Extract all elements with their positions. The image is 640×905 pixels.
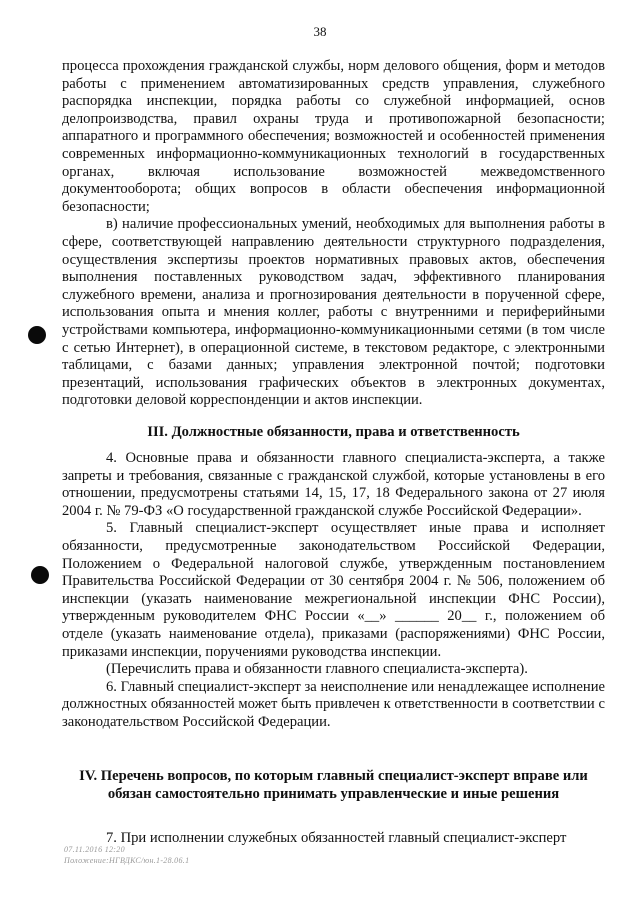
page-number: 38: [313, 24, 327, 39]
knowledge-paragraph-tail: процесса прохождения гражданской службы, норм делового общения, форм и методов работы с применением автоматизированных средств управления, служебного распорядка инспекции, порядка работы со служебной информацией, основ делопроизводства, правил охраны труда и противопожарной безопасности; аппаратного и программного обеспечения; возможностей и особенностей применения современных информационно-коммуникационных технологий в государственных органах, включая использование возможностей межведомственного документооборота; общих вопросов в области обеспечения информационной безопасности;: [62, 58, 605, 215]
paragraph-4: 4. Основные права и обязанности главного специалиста-эксперта, а также запреты и требования, связанные с гражданской службой, которые установлены в его отношении, предусмотрены статьями 14, 15, 17, 18 Федерального закона от 27 июля 2004 г. № 79-ФЗ «О государственной гражданской службе Российской Федерации».: [62, 450, 605, 519]
punch-hole-bottom: [31, 566, 49, 584]
section4-body: [62, 830, 605, 848]
section4-heading: IV. Перечень вопросов, по которым главный специалист-эксперт вправе или обязан самостоятельно принимать управленческие и иные решения: [79, 768, 588, 802]
section3-heading: III. Должностные обязанности, права и ответственность: [147, 424, 520, 440]
print-stamp-line2: Положение:НГВДКС/юн.1-28.06.1: [64, 856, 190, 865]
paragraph-6: 6. Главный специалист-эксперт за неисполнение или ненадлежащее исполнение должностных обязанностей может быть привлечен к ответственности в соответствии с законодательством Российской Федерации.: [62, 678, 605, 730]
punch-hole-top: [28, 326, 46, 344]
paragraph-5-note: (Перечислить права и обязанности главного специалиста-эксперта).: [106, 661, 528, 678]
print-stamp-line1: 07.11.2016 12:20: [64, 845, 125, 854]
section2-continuation: [62, 58, 605, 410]
skills-paragraph-v: в) наличие профессиональных умений, необходимых для выполнения работы в сфере, соответствующей направлению деятельности структурного подразделения, осуществления экспертизы проектов нормативных правовых актов, обеспечения выполнения поставленных руководством задач, эффективного планирования служебного времени, анализа и прогнозирования деятельности в порученной сфере, использования опыта и мнения коллег, работы с внутренними и периферийными устройствами компьютера, информационно-коммуникационными сетями (в том числе с сетью Интернет), в операционной системе, в текстовом редакторе, с электронными таблицами, с базами данных; управления электронной почтой; подготовки презентаций, использования графических объектов в электронных документах, подготовки деловой корреспонденции и актов инспекции.: [62, 216, 605, 409]
paragraph-7: 7. При исполнении служебных обязанностей главный специалист-эксперт: [106, 830, 567, 846]
paragraph-5: 5. Главный специалист-эксперт осуществляет иные права и исполняет обязанности, предусмотренные законодательством Российской Федерации, Положением о Федеральной налоговой службе, утвержденным постановлением Правительства Российской Федерации от 30 сентября 2004 г. № 506, положением об инспекции (указать наименование межрегиональной инспекции ФНС России), утвержденным руководителем ФНС России «__» ______ 20__ г., положением об отделе (указать наименование отдела), приказами (распоряжениями) ФНС России, приказами инспекции, поручениями руководства инспекции.: [62, 520, 605, 660]
section3-body: [62, 450, 605, 732]
